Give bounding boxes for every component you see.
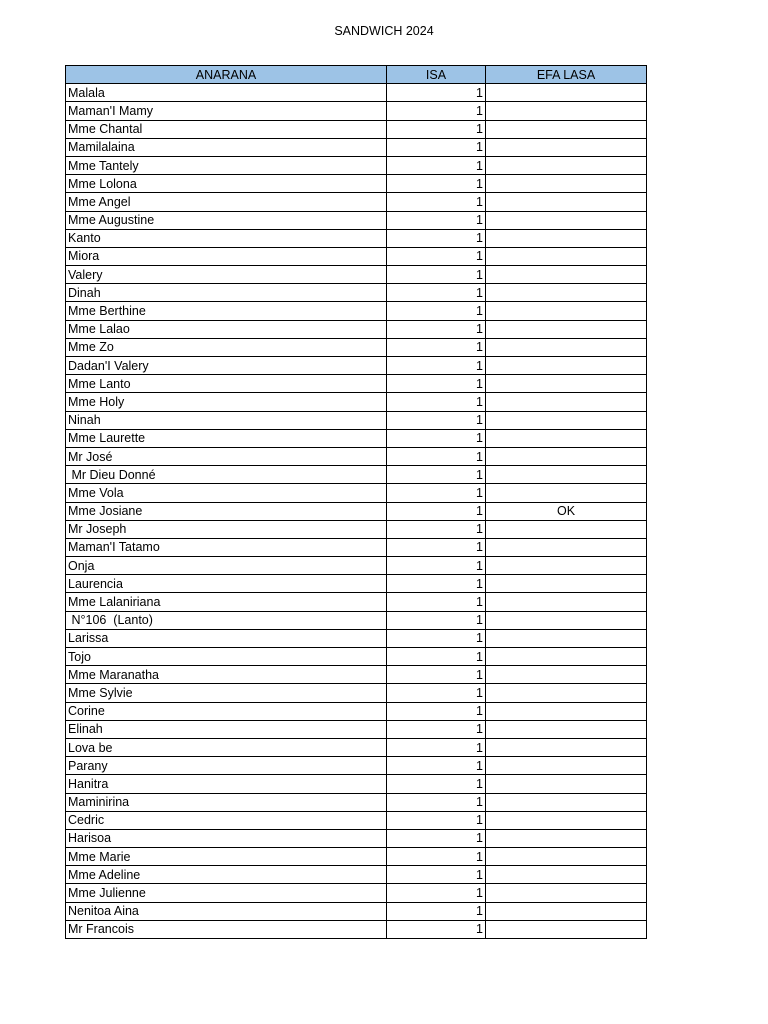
- efa-lasa-cell: [486, 520, 647, 538]
- name-cell: Harisoa: [66, 829, 387, 847]
- name-cell: Mme Sylvie: [66, 684, 387, 702]
- efa-lasa-cell: OK: [486, 502, 647, 520]
- efa-lasa-cell: [486, 429, 647, 447]
- isa-cell: 1: [387, 393, 486, 411]
- name-cell: Mme Augustine: [66, 211, 387, 229]
- name-cell: Mme Lanto: [66, 375, 387, 393]
- name-cell: Parany: [66, 757, 387, 775]
- efa-lasa-cell: [486, 357, 647, 375]
- isa-cell: 1: [387, 557, 486, 575]
- name-cell: Mme Zo: [66, 338, 387, 356]
- name-cell: N°106 (Lanto): [66, 611, 387, 629]
- table-row: [66, 284, 647, 302]
- table-row: [66, 266, 647, 284]
- table-row: [66, 120, 647, 138]
- name-cell: Mme Holy: [66, 393, 387, 411]
- isa-cell: 1: [387, 193, 486, 211]
- name-cell: Mme Josiane: [66, 502, 387, 520]
- table-row: [66, 193, 647, 211]
- name-cell: Mme Lalao: [66, 320, 387, 338]
- isa-cell: 1: [387, 338, 486, 356]
- efa-lasa-cell: [486, 775, 647, 793]
- efa-lasa-cell: [486, 338, 647, 356]
- isa-cell: 1: [387, 502, 486, 520]
- name-cell: Nenitoa Aina: [66, 902, 387, 920]
- efa-lasa-cell: [486, 811, 647, 829]
- isa-cell: 1: [387, 648, 486, 666]
- name-cell: Elinah: [66, 720, 387, 738]
- isa-cell: 1: [387, 520, 486, 538]
- isa-cell: 1: [387, 866, 486, 884]
- isa-cell: 1: [387, 266, 486, 284]
- efa-lasa-cell: [486, 593, 647, 611]
- table-row: [66, 84, 647, 102]
- name-cell: Mme Angel: [66, 193, 387, 211]
- name-cell: Cedric: [66, 811, 387, 829]
- isa-cell: 1: [387, 302, 486, 320]
- table-row: [66, 466, 647, 484]
- name-cell: Maman'I Mamy: [66, 102, 387, 120]
- isa-cell: 1: [387, 357, 486, 375]
- isa-cell: 1: [387, 666, 486, 684]
- table-row: [66, 338, 647, 356]
- name-cell: Mme Julienne: [66, 884, 387, 902]
- name-cell: Larissa: [66, 629, 387, 647]
- isa-cell: 1: [387, 811, 486, 829]
- table-row: [66, 920, 647, 938]
- name-cell: Mme Maranatha: [66, 666, 387, 684]
- table-row: [66, 884, 647, 902]
- isa-cell: 1: [387, 284, 486, 302]
- efa-lasa-cell: [486, 866, 647, 884]
- name-cell: Mamilalaina: [66, 138, 387, 156]
- efa-lasa-cell: [486, 702, 647, 720]
- isa-cell: 1: [387, 920, 486, 938]
- name-cell: Hanitra: [66, 775, 387, 793]
- name-cell: Tojo: [66, 648, 387, 666]
- isa-cell: 1: [387, 884, 486, 902]
- efa-lasa-cell: [486, 793, 647, 811]
- name-cell: Mme Lolona: [66, 175, 387, 193]
- name-cell: Mr Francois: [66, 920, 387, 938]
- sheet-title: SANDWICH 2024: [334, 24, 434, 38]
- name-cell: Mme Adeline: [66, 866, 387, 884]
- efa-lasa-cell: [486, 320, 647, 338]
- isa-cell: 1: [387, 775, 486, 793]
- isa-cell: 1: [387, 757, 486, 775]
- table-row: [66, 793, 647, 811]
- table-row: [66, 393, 647, 411]
- table-row: [66, 375, 647, 393]
- isa-cell: 1: [387, 211, 486, 229]
- efa-lasa-cell: [486, 884, 647, 902]
- efa-lasa-cell: [486, 175, 647, 193]
- isa-cell: 1: [387, 411, 486, 429]
- isa-cell: 1: [387, 702, 486, 720]
- table-row: [66, 738, 647, 756]
- efa-lasa-cell: [486, 720, 647, 738]
- table-row: [66, 575, 647, 593]
- table-row: [66, 520, 647, 538]
- efa-lasa-cell: [486, 102, 647, 120]
- sandwich-table: [65, 65, 647, 939]
- name-cell: Dinah: [66, 284, 387, 302]
- efa-lasa-cell: [486, 375, 647, 393]
- efa-lasa-cell: [486, 266, 647, 284]
- column-header-efa-lasa: EFA LASA: [486, 66, 647, 84]
- table-row: [66, 429, 647, 447]
- efa-lasa-cell: [486, 302, 647, 320]
- isa-cell: 1: [387, 629, 486, 647]
- efa-lasa-cell: [486, 284, 647, 302]
- table-row: [66, 848, 647, 866]
- efa-lasa-cell: [486, 611, 647, 629]
- efa-lasa-cell: [486, 575, 647, 593]
- table-row: [66, 902, 647, 920]
- column-header-isa: ISA: [387, 66, 486, 84]
- table-row: [66, 629, 647, 647]
- isa-cell: 1: [387, 538, 486, 556]
- table-row: [66, 829, 647, 847]
- name-cell: Mme Lalaniriana: [66, 593, 387, 611]
- isa-cell: 1: [387, 247, 486, 265]
- name-cell: Mr Joseph: [66, 520, 387, 538]
- table-row: [66, 211, 647, 229]
- efa-lasa-cell: [486, 629, 647, 647]
- efa-lasa-cell: [486, 193, 647, 211]
- isa-cell: 1: [387, 447, 486, 465]
- isa-cell: 1: [387, 720, 486, 738]
- table-row: [66, 357, 647, 375]
- efa-lasa-cell: [486, 684, 647, 702]
- efa-lasa-cell: [486, 557, 647, 575]
- isa-cell: 1: [387, 229, 486, 247]
- name-cell: Maman'I Tatamo: [66, 538, 387, 556]
- table-row: [66, 175, 647, 193]
- name-cell: Miora: [66, 247, 387, 265]
- name-cell: Mme Chantal: [66, 120, 387, 138]
- table-row: [66, 302, 647, 320]
- name-cell: Onja: [66, 557, 387, 575]
- table-row: [66, 866, 647, 884]
- isa-cell: 1: [387, 848, 486, 866]
- isa-cell: 1: [387, 738, 486, 756]
- efa-lasa-cell: [486, 447, 647, 465]
- table-row: [66, 757, 647, 775]
- isa-cell: 1: [387, 120, 486, 138]
- table-row: [66, 666, 647, 684]
- name-cell: Ninah: [66, 411, 387, 429]
- name-cell: Malala: [66, 84, 387, 102]
- efa-lasa-cell: [486, 211, 647, 229]
- efa-lasa-cell: [486, 829, 647, 847]
- isa-cell: 1: [387, 593, 486, 611]
- efa-lasa-cell: [486, 466, 647, 484]
- efa-lasa-cell: [486, 247, 647, 265]
- table-row: [66, 156, 647, 174]
- isa-cell: 1: [387, 102, 486, 120]
- name-cell: Mme Berthine: [66, 302, 387, 320]
- name-cell: Mr José: [66, 447, 387, 465]
- name-cell: Corine: [66, 702, 387, 720]
- name-cell: Mme Marie: [66, 848, 387, 866]
- efa-lasa-cell: [486, 229, 647, 247]
- table-row: [66, 247, 647, 265]
- name-cell: Kanto: [66, 229, 387, 247]
- isa-cell: 1: [387, 320, 486, 338]
- isa-cell: 1: [387, 484, 486, 502]
- table-row: [66, 684, 647, 702]
- isa-cell: 1: [387, 575, 486, 593]
- isa-cell: 1: [387, 84, 486, 102]
- column-header-anarana: ANARANA: [66, 66, 387, 84]
- efa-lasa-cell: [486, 738, 647, 756]
- efa-lasa-cell: [486, 484, 647, 502]
- name-cell: Mme Tantely: [66, 156, 387, 174]
- name-cell: Mme Laurette: [66, 429, 387, 447]
- isa-cell: 1: [387, 138, 486, 156]
- header-row: [66, 66, 647, 84]
- efa-lasa-cell: [486, 84, 647, 102]
- efa-lasa-cell: [486, 666, 647, 684]
- efa-lasa-cell: [486, 538, 647, 556]
- name-cell: Valery: [66, 266, 387, 284]
- table-row: [66, 102, 647, 120]
- isa-cell: 1: [387, 156, 486, 174]
- table-row: [66, 648, 647, 666]
- name-cell: Mme Vola: [66, 484, 387, 502]
- name-cell: Laurencia: [66, 575, 387, 593]
- table-row: [66, 411, 647, 429]
- table-row: [66, 229, 647, 247]
- isa-cell: 1: [387, 429, 486, 447]
- isa-cell: 1: [387, 466, 486, 484]
- table-row: [66, 447, 647, 465]
- isa-cell: 1: [387, 175, 486, 193]
- efa-lasa-cell: [486, 156, 647, 174]
- isa-cell: 1: [387, 793, 486, 811]
- efa-lasa-cell: [486, 648, 647, 666]
- table-row: [66, 138, 647, 156]
- name-cell: Maminirina: [66, 793, 387, 811]
- table-row: [66, 320, 647, 338]
- table-row: [66, 538, 647, 556]
- name-cell: Lova be: [66, 738, 387, 756]
- efa-lasa-cell: [486, 411, 647, 429]
- table-row: [66, 720, 647, 738]
- table-row: [66, 593, 647, 611]
- isa-cell: 1: [387, 375, 486, 393]
- table-row: [66, 484, 647, 502]
- efa-lasa-cell: [486, 920, 647, 938]
- efa-lasa-cell: [486, 757, 647, 775]
- efa-lasa-cell: [486, 138, 647, 156]
- table-body: [66, 84, 647, 939]
- isa-cell: 1: [387, 684, 486, 702]
- efa-lasa-cell: [486, 848, 647, 866]
- isa-cell: 1: [387, 902, 486, 920]
- table-row: [66, 775, 647, 793]
- isa-cell: 1: [387, 829, 486, 847]
- table-row: [66, 811, 647, 829]
- efa-lasa-cell: [486, 120, 647, 138]
- table-row: [66, 611, 647, 629]
- table-row: [66, 502, 647, 520]
- isa-cell: 1: [387, 611, 486, 629]
- table-row: [66, 557, 647, 575]
- efa-lasa-cell: [486, 902, 647, 920]
- table-row: [66, 702, 647, 720]
- name-cell: Dadan'I Valery: [66, 357, 387, 375]
- name-cell: Mr Dieu Donné: [66, 466, 387, 484]
- efa-lasa-cell: [486, 393, 647, 411]
